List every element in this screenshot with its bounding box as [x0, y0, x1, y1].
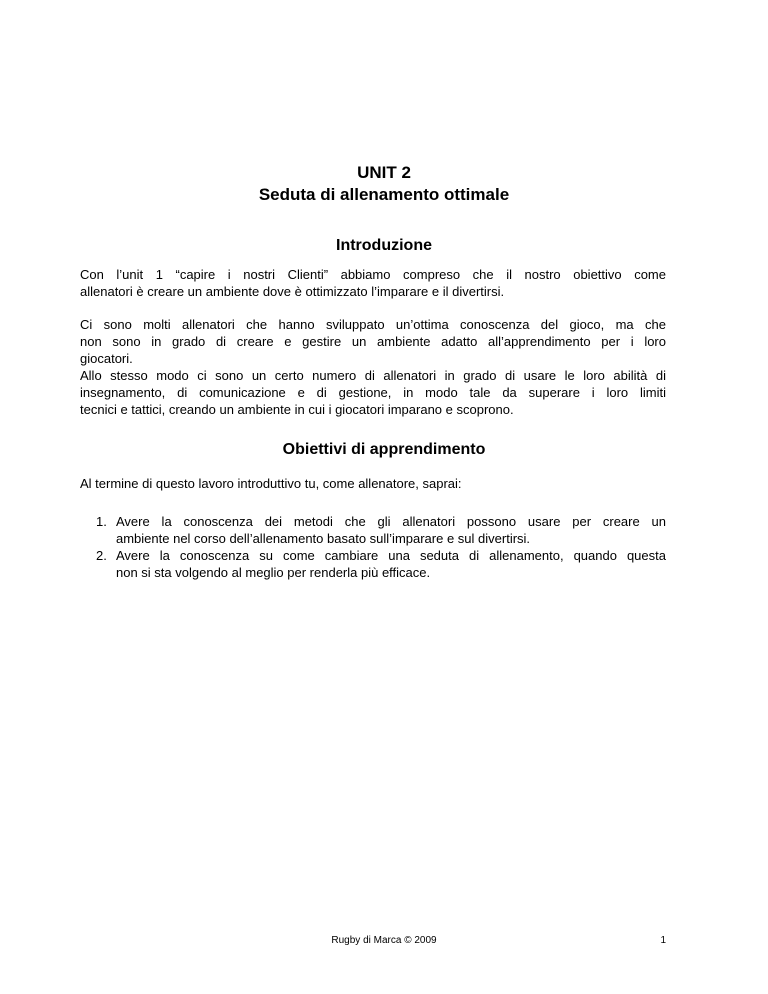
list-item-number: 2. [96, 548, 107, 563]
introduction-paragraph-1 [80, 266, 666, 300]
paragraph-line: Con l’unit 1 “capire i nostri Clienti” abbiamo compreso che il nostro obiettivo come [80, 267, 666, 282]
list-item-line: Avere la conoscenza su come cambiare una seduta di allenamento, quando questa [116, 548, 666, 563]
unit-label: UNIT 2 [357, 163, 411, 182]
list-item-line: non si sta volgendo al meglio per renderla più efficace. [116, 565, 431, 580]
objectives-intro [80, 475, 666, 492]
paragraph-line: non sono in grado di creare e gestire un ambiente adatto all’apprendimento per i loro [80, 334, 666, 349]
paragraph-line: Ci sono molti allenatori che hanno sviluppato un’ottima conoscenza del gioco, ma che [80, 317, 666, 332]
paragraph-line: insegnamento, di comunicazione e di gestione, in modo tale da superare i loro limiti [80, 385, 666, 400]
list-item [96, 547, 666, 581]
objectives-heading: Obiettivi di apprendimento [282, 441, 486, 458]
paragraph-line: Al termine di questo lavoro introduttivo tu, come allenatore, saprai: [80, 476, 462, 491]
introduction-heading: Introduzione [336, 237, 432, 254]
objectives-list [96, 513, 666, 581]
title-block [0, 162, 768, 206]
page-number: 1 [660, 935, 666, 946]
list-item-line: ambiente nel corso dell’allenamento basato sull’imparare e sul divertirsi. [116, 531, 531, 546]
list-item-line: Avere la conoscenza dei metodi che gli allenatori possono usare per creare un [116, 514, 666, 529]
paragraph-line: Allo stesso modo ci sono un certo numero di allenatori in grado di usare le loro abilità di [80, 368, 666, 383]
paragraph-line: giocatori. [80, 351, 133, 366]
list-item-number: 1. [96, 514, 107, 529]
introduction-paragraph-2 [80, 316, 666, 418]
paragraph-line: allenatori è creare un ambiente dove è ottimizzato l’imparare e il divertirsi. [80, 284, 505, 299]
footer-text: Rugby di Marca © 2009 [331, 935, 437, 946]
page-title: Seduta di allenamento ottimale [258, 185, 510, 204]
paragraph-line: tecnici e tattici, creando un ambiente in cui i giocatori imparano e scoprono. [80, 402, 514, 417]
list-item [96, 513, 666, 547]
